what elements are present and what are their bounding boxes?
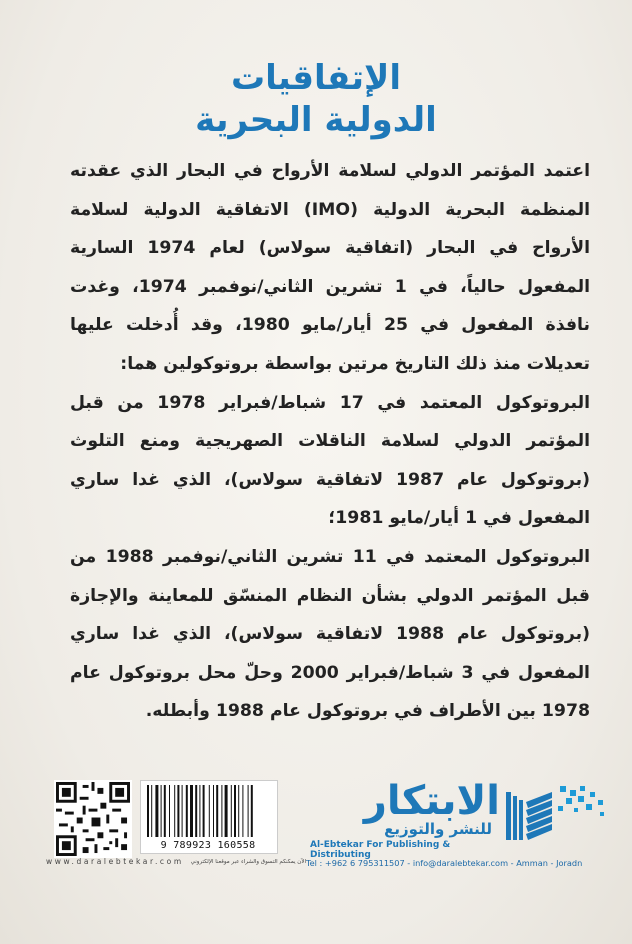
contact-info: Tel : +962 6 795311507 - info@daralebtekar.com - Amman - Joradn [306,858,583,868]
open-book-logo-icon [504,788,556,844]
pixel-dots-icon [556,784,610,824]
body-text [70,152,590,731]
paragraph-intro: اعتمد المؤتمر الدولي لسلامة الأرواح في البحار الذي عقدته المنظمة البحرية الدولية (IMO) الاتفاقية الدولية لسلامة الأرواح في البحار (اتفاقية سولاس) لعام 1974 السارية المفعول حالياً، في 1 تشرين الثاني/نوفمبر 1974، وغدت نافذة المفعول في 25 أيار/مايو 1980، وقد أُدخلت عليها تعديلات منذ ذلك التاريخ مرتين بواسطة بروتوكولين هما: [70,161,591,374]
paragraph-protocol-1978: البروتوكول المعتمد في 17 شباط/فبراير 1978 من قبل المؤتمر الدولي لسلامة الناقلات الصهريجية ومنع التلوث (بروتوكول عام 1987 لاتفاقية سولاس)، الذي غدا ساري المفعول في 1 أيار/مايو 1981؛ [70,392,591,529]
publisher-logo [310,778,610,860]
title-line-2: الدولية البحرية [195,100,437,140]
title-line-1: الإتفاقيات [230,58,402,98]
online-shopping-note: الآن يمكنكم التسوق والشراء عبر موقعنا الإلكتروني [190,859,306,865]
qr-code-icon [54,780,132,858]
website-url: www.daralebtekar.com [46,857,184,866]
publisher-name-english: Al-Ebtekar For Publishing & Distributing [310,840,451,860]
publisher-subtitle-arabic: للنشر والتوزيع [384,820,492,838]
publisher-name-arabic: الابتكار [363,778,500,824]
isbn-number: 9 789923 160558 [160,840,256,851]
paragraph-protocol-1988: البروتوكول المعتمد في 11 تشرين الثاني/نوفمبر 1988 من قبل المؤتمر الدولي بشأن النظام المنسّق للمعاينة والإجازة (بروتوكول عام 1988 لاتفاقية سولاس)، الذي غدا ساري المفعول في 3 شباط/فبراير 2000 وحلّ محل بروتوكول عام 1978 بين الأطراف في بروتوكول عام 1988 وأبطله. [70,546,591,722]
